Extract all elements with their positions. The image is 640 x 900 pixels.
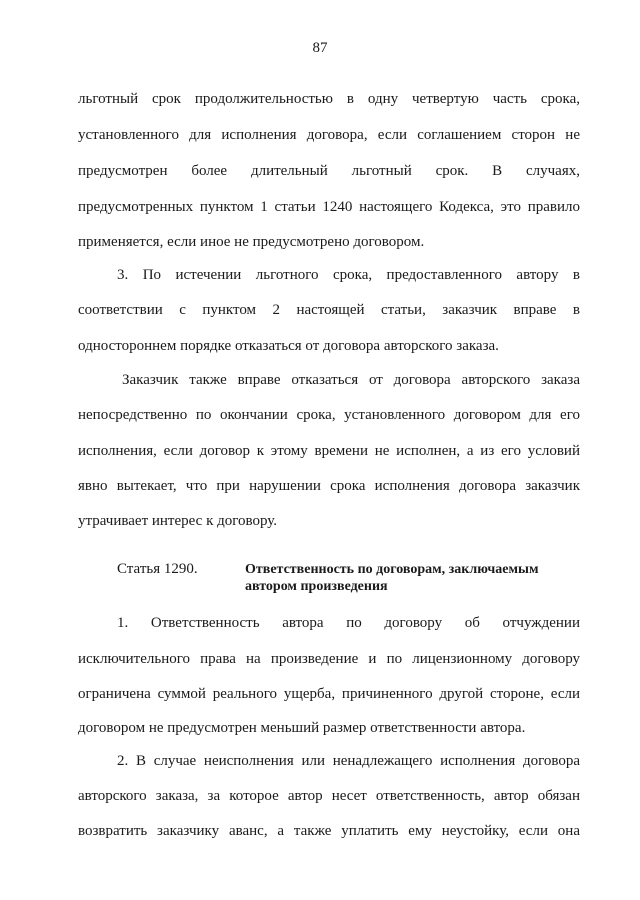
paragraph-line: одностороннем порядке отказаться от договора авторского заказа. [78,338,499,354]
paragraph-line: предусмотрен более длительный льготный срок. В случаях, [78,163,580,179]
paragraph-line: явно вытекает, что при нарушении срока исполнения договора заказчик [78,478,580,494]
paragraph-line: ограничена суммой реального ущерба, причиненного другой стороне, если [78,686,580,702]
paragraph-line: предусмотренных пунктом 1 статьи 1240 настоящего Кодекса, это правило [78,199,580,215]
paragraph-line: непосредственно по окончании срока, установленного договором для его [78,407,580,423]
paragraph-line: возвратить заказчику аванс, а также уплатить ему неустойку, если она [78,823,580,839]
paragraph-line: льготный срок продолжительностью в одну четвертую часть срока, [78,91,580,107]
paragraph-line: 2. В случае неисполнения или ненадлежащего исполнения договора [117,753,580,769]
paragraph-line: Заказчик также вправе отказаться от договора авторского заказа [122,372,580,388]
paragraph-line: договором не предусмотрен меньший размер ответственности автора. [78,720,526,736]
paragraph-line: авторского заказа, за которое автор несет ответственность, автор обязан [78,788,580,804]
paragraph-line: соответствии с пунктом 2 настоящей статьи, заказчик вправе в [78,302,580,318]
paragraph-line: утрачивает интерес к договору. [78,513,278,529]
article-title: Ответственность по договорам, заключаемым автором произведения [245,562,539,594]
paragraph-line: применяется, если иное не предусмотрено договором. [78,234,425,250]
paragraph-line: исключительного права на произведение и по лицензионному договору [78,651,580,667]
paragraph-line: исполнения, если договор к этому времени не исполнен, а из его условий [78,443,580,459]
page-number: 87 [312,40,328,56]
article-number: Статья 1290. [117,561,198,577]
paragraph-line: 3. По истечении льготного срока, предоставленного автору в [117,267,580,283]
paragraph-line: установленного для исполнения договора, если соглашением сторон не [78,127,580,143]
paragraph-line: 1. Ответственность автора по договору об отчуждении [117,615,580,631]
